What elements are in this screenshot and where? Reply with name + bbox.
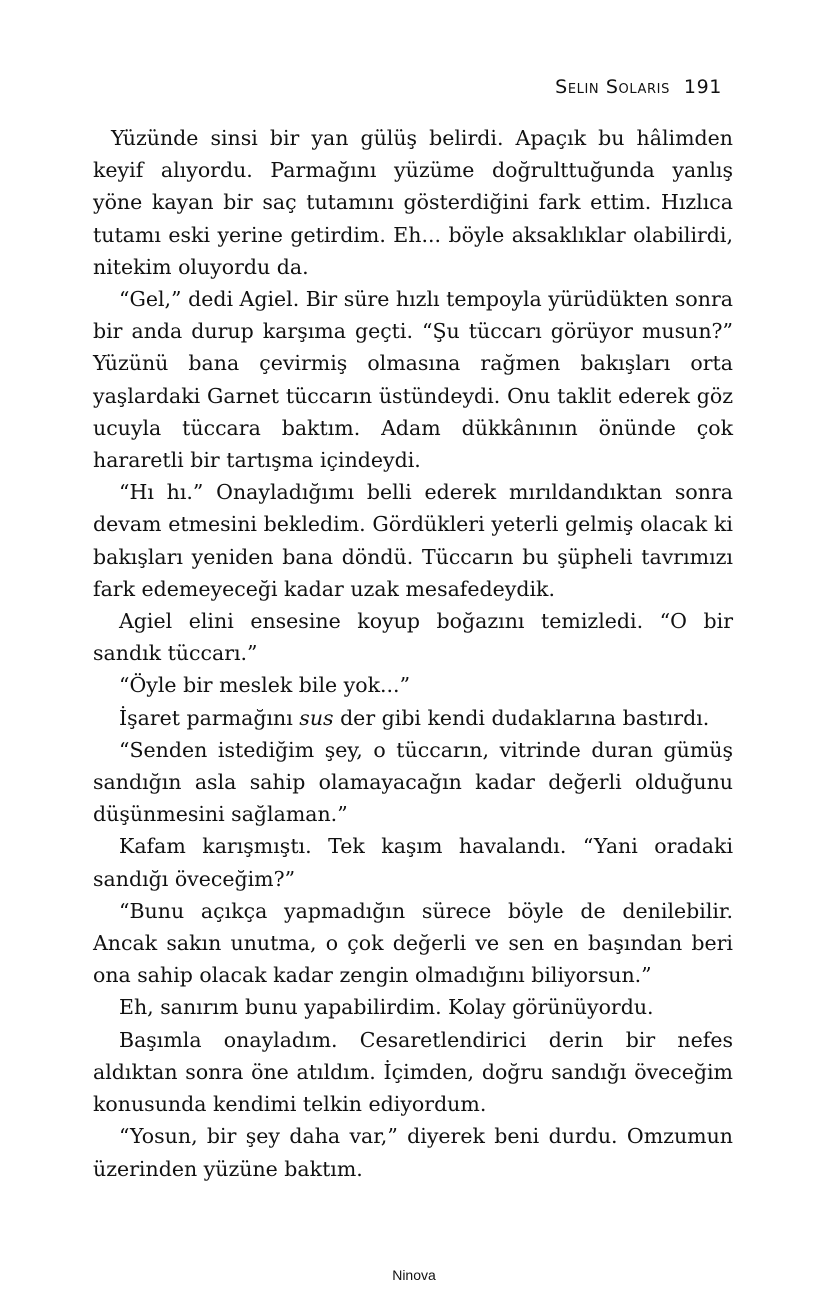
paragraph [93, 702, 733, 734]
paragraph: Eh, sanırım bunu yapabilirdim. Kolay görünüyordu. [119, 995, 654, 1020]
running-header [555, 76, 722, 98]
paragraph: Yüzünde sinsi bir yan gülüş belirdi. Apaçık bu hâlimden keyif alıyordu. Parmağını yüzüme doğrulttuğunda yanlış yöne kayan bir saç tutamını gösterdiğini fark ettim. Hızlıca tutamı eski yerine getirdim. Eh... böyle aksaklıklar olabilirdi, nitekim oluyordu da. [93, 126, 733, 279]
paragraph-text: İşaret parmağını [119, 705, 300, 730]
paragraph: “Bunu açıkça yapmadığın sürece böyle de denilebilir. Ancak sakın unutma, o çok değerli ve sen en başından beri ona sahip olacak kadar zengin olmadığını biliyorsun.” [93, 898, 733, 988]
italic-word: sus [299, 705, 334, 730]
paragraph-text: der gibi kendi dudaklarına bastırdı. [333, 705, 710, 730]
paragraph: Başımla onayladım. Cesaretlendirici derin bir nefes aldıktan sonra öne atıldım. İçimden, doğru sandığı öveceğim konusunda kendimi telkin ediyordum. [93, 1027, 733, 1117]
paragraph: Kafam karışmıştı. Tek kaşım havalandı. “Yani oradaki sandığı öveceğim?” [93, 834, 733, 891]
paragraph: “Senden istediğim şey, o tüccarın, vitrinde duran gümüş sandığın asla sahip olamayacağın kadar değerli olduğunu düşünmesini sağlaman.” [93, 737, 733, 827]
paragraph: “Öyle bir meslek bile yok...” [119, 673, 411, 698]
publisher-footer: Ninova [392, 1267, 436, 1283]
paragraph: “Yosun, bir şey daha var,” diyerek beni durdu. Omzumun üzerinden yüzüne baktım. [93, 1124, 733, 1181]
paragraph: “Gel,” dedi Agiel. Bir süre hızlı tempoyla yürüdükten sonra bir anda durup karşıma geçti. “Şu tüccarı görüyor musun?” Yüzünü bana çevirmiş olmasına rağmen bakışları orta yaşlardaki Garnet tüccarın üstündeydi. Onu taklit ederek göz ucuyla tüccara baktım. Adam dükkânının önünde çok hararetli bir tartışma içindeydi. [93, 287, 733, 473]
header-author: Selin Solaris [555, 76, 670, 98]
page-number: 191 [683, 76, 722, 98]
paragraph: Agiel elini ensesine koyup boğazını temizledi. “O bir sandık tüccarı.” [93, 609, 733, 666]
body-text [93, 122, 733, 1185]
paragraph: “Hı hı.” Onayladığımı belli ederek mırıldandıktan sonra devam etmesini bekledim. Gördükleri yeterli gelmiş olacak ki bakışları yeniden bana döndü. Tüccarın bu şüpheli tavrımızı fark edemeyeceği kadar uzak mesafedeydik. [93, 480, 733, 601]
